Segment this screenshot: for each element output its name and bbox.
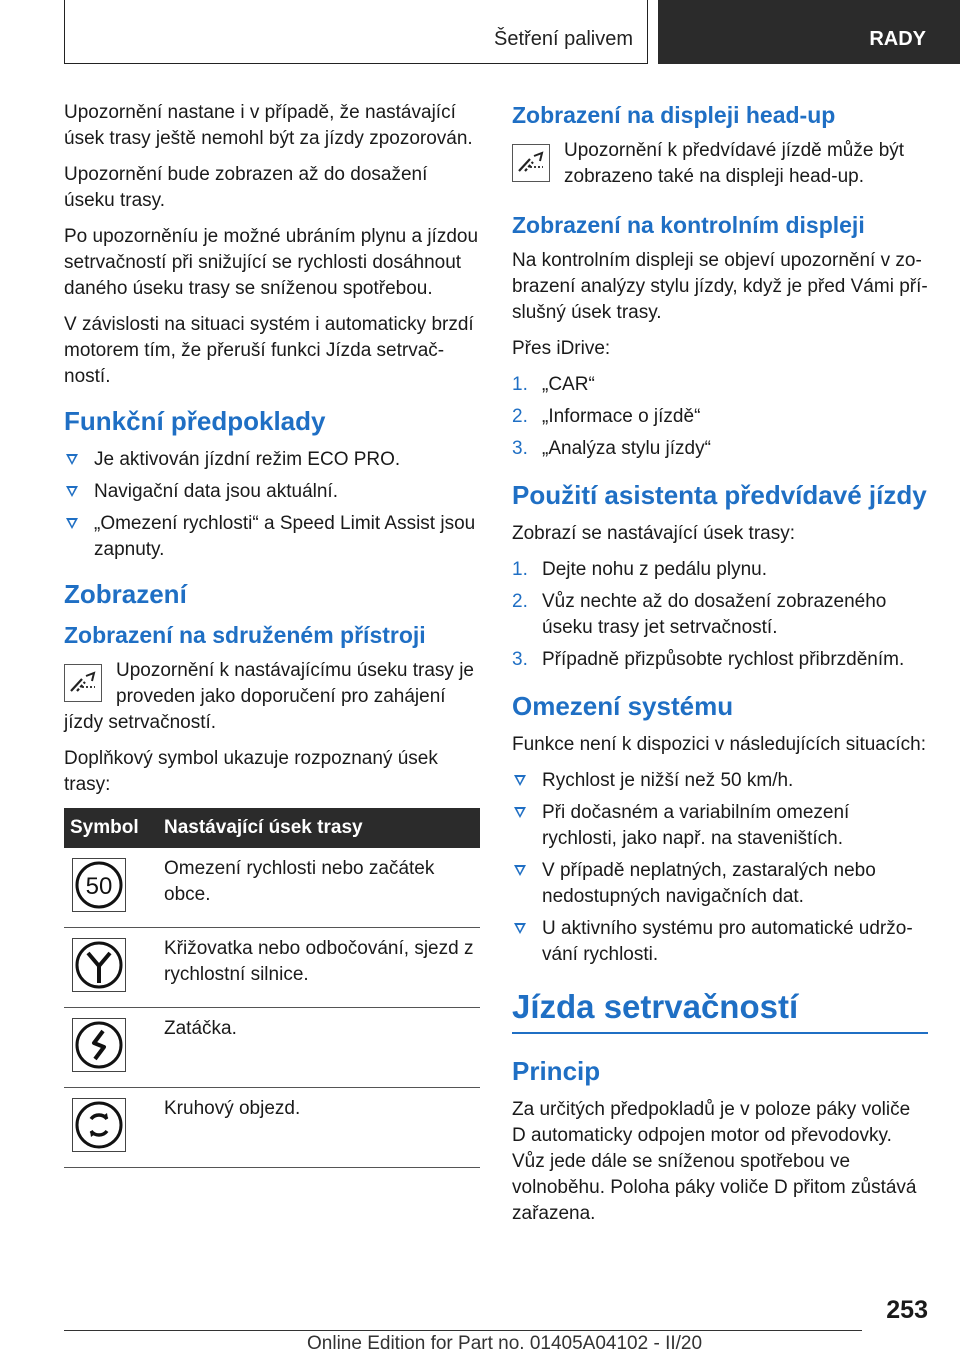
header-section-label: Šetření palivem (494, 28, 633, 50)
symbol-intro: Doplňkový symbol ukazuje rozpoznaný úsek trasy: (64, 748, 438, 795)
list-item: Navigační data jsou aktuální. (64, 479, 482, 505)
prereq-heading: Funkční předpoklady (64, 406, 326, 436)
header-chapter-label: RADY (869, 28, 926, 50)
list-item: Je aktivován jízdní režim ECO PRO. (64, 447, 482, 473)
use-intro: Zobrazí se nastávající úsek trasy: (512, 523, 796, 544)
table-header-row (64, 808, 480, 848)
list-item: 3. Případně přizpůsobte rychlost přibrzděním. (512, 649, 905, 670)
column-header-section: Nastávající úsek trasy (158, 808, 480, 848)
triangle-bullet-icon (66, 486, 78, 497)
triangle-bullet-icon (66, 454, 78, 465)
list-item: Rychlost je nižší než 50 km/h. (512, 768, 928, 794)
coasting-heading: Jízda setrvačností (512, 986, 928, 1034)
page-number: 253 (886, 1296, 928, 1324)
speed-limit-50-icon (72, 858, 126, 912)
column-header-symbol: Symbol (64, 808, 158, 848)
header-chapter-tab (658, 0, 960, 64)
list-item: 2. „Informace o jízdě“ (512, 406, 701, 427)
triangle-bullet-icon (514, 865, 526, 876)
section-description: Omezení rychlosti nebo začátek obce. (158, 848, 480, 928)
intro-paragraph: Po upozorněníu je možné ubráním plynu a jízdou setrvačností při snižující se rychlosti dosáhnout daného úseku trasy se sníženou spotřebou. (64, 226, 479, 299)
curve-icon (72, 1018, 126, 1072)
hud-note-text: Upozornění k předvídavé jízdě může být zobrazeno také na displeji head-up. (564, 140, 905, 187)
footer-edition: Online Edition for Part no. 01405A04102 - II/20 (307, 1333, 703, 1354)
triangle-bullet-icon (514, 923, 526, 934)
coasting-hint-icon (64, 664, 102, 702)
control-display-text: Na kontrolním displeji se objeví upozornění v zobrazení analýzy stylu jízdy, když je před Vámi příslušný úsek trasy. (512, 250, 928, 323)
limits-list (512, 768, 928, 968)
hud-note (512, 138, 928, 190)
header-section-tab (64, 0, 648, 64)
control-display-heading: Zobrazení na kontrolním displeji (512, 212, 865, 238)
cluster-heading: Zobrazení na sdruženém přístroji (64, 622, 426, 648)
section-description: Zatáčka. (158, 1008, 480, 1088)
list-item: V případě neplatných, zastaralých nebo nedostupných navigačních dat. (512, 858, 928, 910)
display-heading: Zobrazení (64, 579, 187, 609)
cluster-note (64, 658, 482, 736)
cluster-note-text: Upozornění k nastávajícímu úseku trasy je proveden jako doporučení pro zahájení jízdy setrvačností. (64, 660, 475, 733)
limits-intro: Funkce není k dispozici v následujících situacích: (512, 734, 926, 755)
svg-text:50: 50 (85, 873, 113, 900)
list-item: 2. Vůz nechte až do dosažení zobrazeného úseku trasy jet setrvačností. (512, 591, 887, 638)
list-item: U aktivního systému pro automatické udržování rychlosti. (512, 916, 928, 968)
intro-paragraph: Upozornění nastane i v případě, že nastávající úsek trasy ještě nemohl být za jízdy zpozorován. (64, 102, 473, 149)
table-row (64, 1008, 480, 1088)
triangle-bullet-icon (514, 775, 526, 786)
table-row (64, 928, 480, 1008)
idrive-label: Přes iDrive: (512, 338, 611, 359)
roundabout-icon (72, 1098, 126, 1152)
use-heading: Použití asistenta předvídavé jízdy (512, 480, 927, 510)
principle-text: Za určitých předpokladů je v poloze páky voliče D automaticky odpojen motor od převodovky. Vůz jede dále se sníženou spotřebou ve volnoběhu. Poloha páky voliče D přitom zůstává zařazena. (512, 1099, 917, 1224)
idrive-steps (512, 372, 928, 462)
footer-divider (64, 1330, 862, 1331)
prereq-list (64, 447, 482, 563)
limits-heading: Omezení systému (512, 691, 734, 721)
list-item: 3. „Analýza stylu jízdy“ (512, 438, 711, 459)
symbol-table (64, 808, 480, 1168)
right-column (512, 100, 928, 1237)
list-item: 1. Dejte nohu z pedálu plynu. (512, 559, 767, 580)
triangle-bullet-icon (514, 807, 526, 818)
table-row (64, 1088, 480, 1168)
triangle-bullet-icon (66, 518, 78, 529)
intersection-icon (72, 938, 126, 992)
hud-heading: Zobrazení na displeji head-up (512, 102, 836, 128)
list-item: 1. „CAR“ (512, 374, 595, 395)
coasting-hint-icon (512, 144, 550, 182)
list-item: „Omezení rychlosti“ a Speed Limit Assist jsou zapnuty. (64, 511, 482, 563)
section-description: Kruhový objezd. (158, 1088, 480, 1168)
intro-paragraph: Upozornění bude zobrazen až do dosažení úseku trasy. (64, 164, 428, 211)
table-row (64, 848, 480, 928)
left-column (64, 100, 482, 1168)
use-steps (512, 557, 928, 673)
section-description: Křižovatka nebo odbočování, sjezd z rychlostní silnice. (158, 928, 480, 1008)
intro-paragraph: V závislosti na situaci systém i automaticky brzdí motorem tím, že přeruší funkci Jízda setrvačností. (64, 314, 474, 387)
list-item: Při dočasném a variabilním omezení rychlosti, jako např. na staveništích. (512, 800, 928, 852)
principle-heading: Princip (512, 1056, 601, 1086)
